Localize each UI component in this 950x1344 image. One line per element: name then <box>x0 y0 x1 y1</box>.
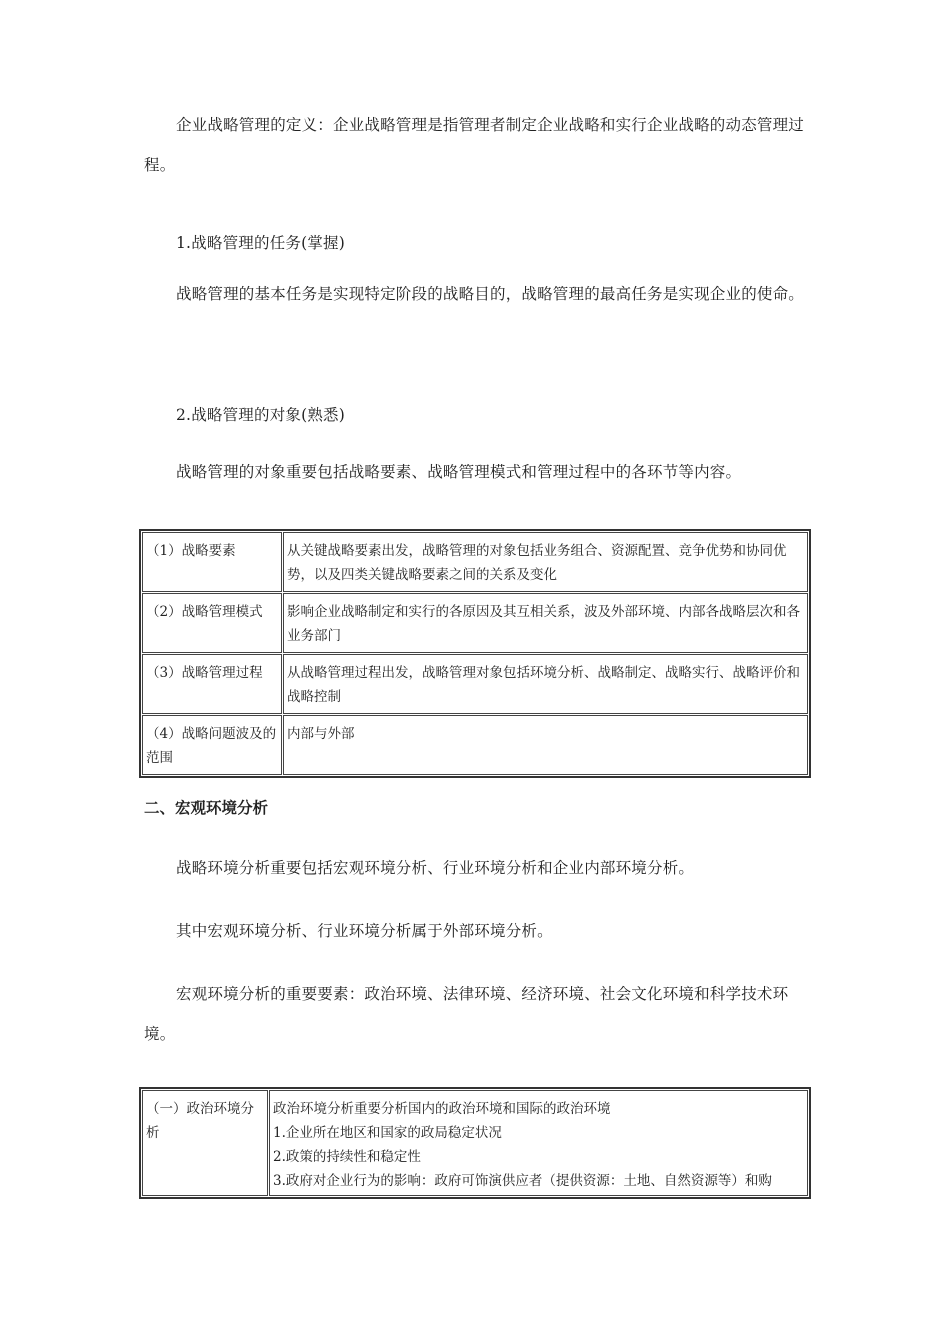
desc-line: 2.政策的持续性和稳定性 <box>273 1149 421 1165</box>
task-heading: 1.战略管理的任务(掌握) <box>176 234 345 252</box>
row-desc: 从战略管理过程出发，战略管理对象包括环境分析、战略制定、战略实行、战略评价和战略控制 <box>283 654 808 714</box>
table-row <box>142 654 808 714</box>
env-paragraph-3: 宏观环境分析的重要要素：政治环境、法律环境、经济环境、社会文化环境和科学技术环境。 <box>144 985 789 1043</box>
row-label: （一）政治环境分析 <box>142 1090 268 1196</box>
row-label: （1）战略要素 <box>142 532 282 592</box>
table-row <box>142 1090 808 1196</box>
section-title: 二、宏观环境分析 <box>144 799 269 817</box>
strategy-object-table <box>139 529 811 778</box>
row-label: （4）战略问题波及的范围 <box>142 715 282 775</box>
row-desc: 内部与外部 <box>283 715 808 775</box>
table-row <box>142 532 808 592</box>
table-row <box>142 593 808 653</box>
object-heading: 2.战略管理的对象(熟悉) <box>176 406 345 424</box>
row-desc: 影响企业战略制定和实行的各原因及其互相关系，波及外部环境、内部各战略层次和各业务部门 <box>283 593 808 653</box>
row-desc: 从关键战略要素出发，战略管理的对象包括业务组合、资源配置、竞争优势和协同优势，以及四类关键战略要素之间的关系及变化 <box>283 532 808 592</box>
desc-line: 政治环境分析重要分析国内的政治环境和国际的政治环境 <box>273 1101 611 1117</box>
object-paragraph: 战略管理的对象重要包括战略要素、战略管理模式和管理过程中的各环节等内容。 <box>176 463 742 481</box>
row-label: （3）战略管理过程 <box>142 654 282 714</box>
political-env-table <box>139 1087 811 1199</box>
env-paragraph-1: 战略环境分析重要包括宏观环境分析、行业环境分析和企业内部环境分析。 <box>176 859 695 877</box>
desc-line: 3.政府对企业行为的影响：政府可饰演供应者（提供资源：土地、自然资源等）和购 <box>273 1173 772 1189</box>
row-label: （2）战略管理模式 <box>142 593 282 653</box>
desc-line: 1.企业所在地区和国家的政局稳定状况 <box>273 1125 502 1141</box>
definition-paragraph: 企业战略管理的定义：企业战略管理是指管理者制定企业战略和实行企业战略的动态管理过程。 <box>144 116 805 174</box>
task-paragraph: 战略管理的基本任务是实现特定阶段的战略目的，战略管理的最高任务是实现企业的使命。 <box>176 285 805 303</box>
row-desc <box>269 1090 808 1196</box>
table-row <box>142 715 808 775</box>
env-paragraph-2: 其中宏观环境分析、行业环境分析属于外部环境分析。 <box>176 922 553 940</box>
